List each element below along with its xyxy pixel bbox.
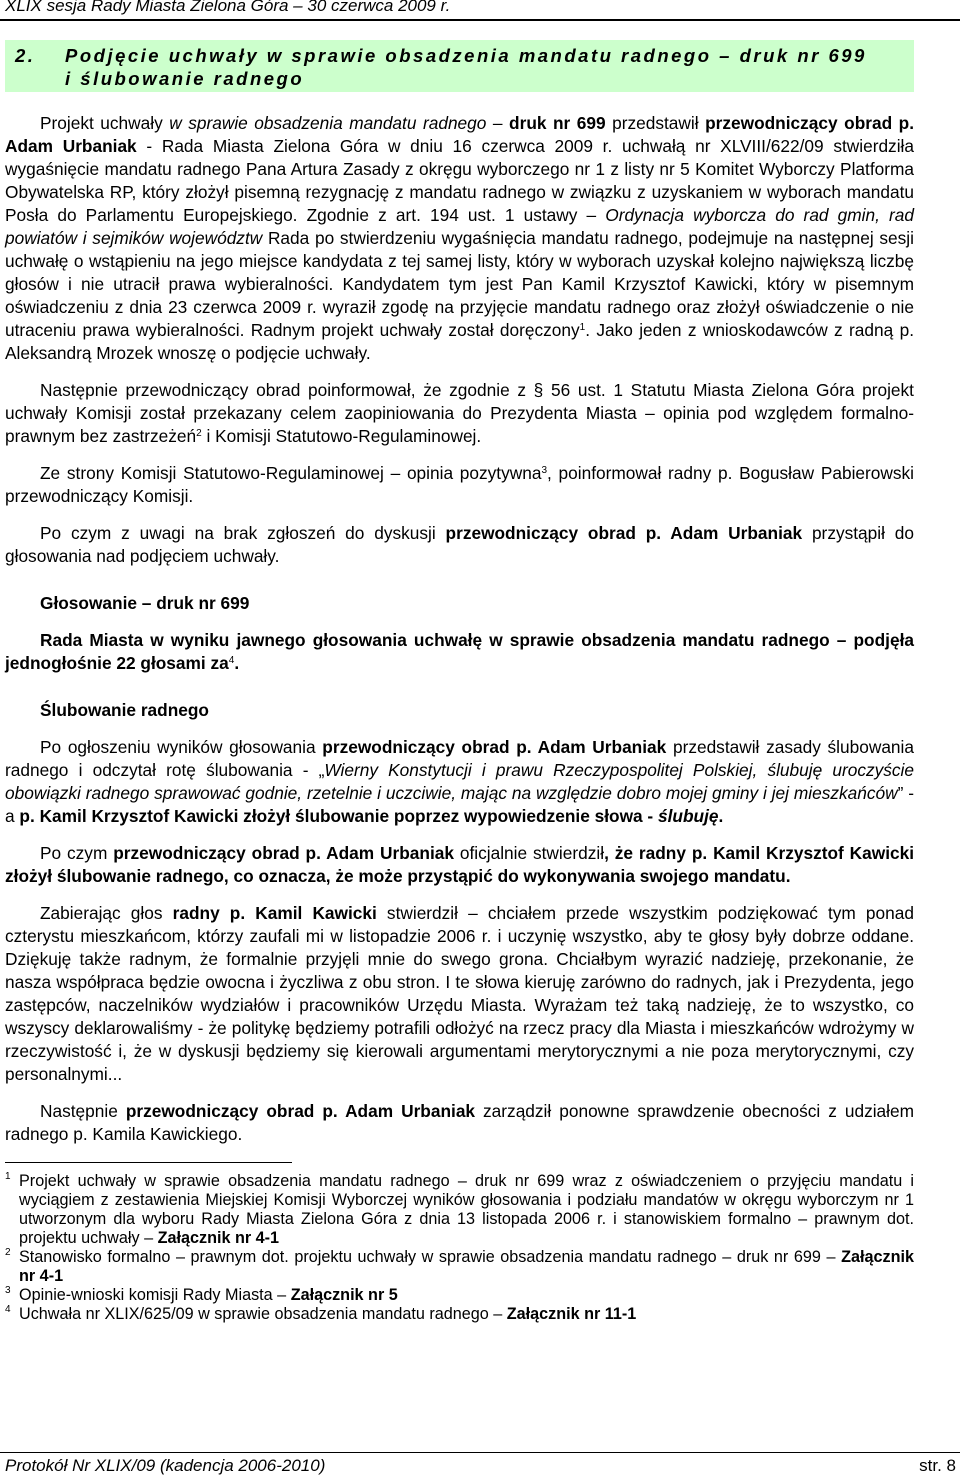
paragraph-councillor-speech: Zabierając głos radny p. Kamil Kawicki stwierdził – chciałem przede wszystkim podziękować tym ponad czterystu mieszkańcom, którzy zaufali mi w listopadzie 2006 r. i uczynię wszystko, aby te głosy były dobrze oddane. Dziękuję także radnym, że formalnie przyjęli mnie do swego grona. Chciałbym wyrazić nadzieję, przekonanie, że nasza współpraca będzie owocna i życzliwa z obu stron. I te słowa kieruję zarówno do radnych, jak i Prezydenta, jego zastępców, naczelników wydziałów i pracowników Urzędu Miasta. Wyrażam też taką nadzieję, że to wszystko, co wszyscy deklarowaliśmy - że politykę będziemy potrafili odłożyć na rzecz pracy dla Miasta i mieszkańców wdrożymy w rzeczywistość i, że w dyskusji będziemy się kierowali argumentami merytorycznymi a nie poza merytorycznymi, czy personalnymi... <box>5 903 914 1084</box>
footer-divider <box>0 1452 960 1453</box>
paragraph-attendance: Następnie przewodniczący obrad p. Adam Urbaniak zarządził ponowne sprawdzenie obecności z udziałem radnego p. Kamila Kawickiego. <box>5 1101 915 1144</box>
footnote-ref-3: 3 <box>541 465 548 476</box>
section-heading <box>5 40 914 92</box>
header-divider <box>0 19 960 21</box>
section-title-line2: i ślubowanie radnego <box>65 68 305 89</box>
section-title-line1: Podjęcie uchwały w sprawie obsadzenia mandatu radnego – druk nr 699 <box>65 45 867 66</box>
vote-heading: Głosowanie – druk nr 699 <box>40 593 250 613</box>
document-body <box>5 112 914 1324</box>
footnote-2: 2 Stanowisko formalno – prawnym dot. projektu uchwały w sprawie obsadzenia mandatu radnego – druk nr 699 – Załącznik nr 4-1 <box>5 1247 914 1285</box>
footnote-ref-1: 1 <box>579 322 586 333</box>
footnote-4: 4 Uchwała nr XLIX/625/09 w sprawie obsadzenia mandatu radnego – Załącznik nr 11-1 <box>5 1304 637 1323</box>
footer-protocol: Protokół Nr XLIX/09 (kadencja 2006-2010) <box>5 1456 326 1475</box>
paragraph-project: Projekt uchwały w sprawie obsadzenia mandatu radnego – druk nr 699 przedstawił przewodniczący obrad p. Adam Urbaniak - Rada Miasta Zielona Góra w dniu 16 czerwca 2009 r. uchwałą nr XLVIII/622/09 stwierdziła wygaśnięcie mandatu radnego Pana Artura Zasady z okręgu wyborczego nr 1 z listy nr 5 Komitet Wyborczy Platforma Obywatelska RP, który złożył pisemną rezygnację z mandatu radnego w związku z uzyskaniem w wyborach mandatu Posła do Parlamentu Europejskiego. Zgodnie z art. 194 ust. 1 ustawy – Ordynacja wyborcza do rad gmin, rad powiatów i sejmików województw Rada po stwierdzeniu wygaśnięcia mandatu radnego, podejmuje na następnej sesji uchwałę o wstąpieniu na jego miejsce kandydata z tej samej listy, który w wyborach uzyskał kolejno największą liczbę głosów i nie utracił prawa wybieralności. Kandydatem tym jest Pan Kamil Krzysztof Kawicki, który w pisemnym oświadczeniu z dnia 23 czerwca 2009 r. wyraził zgodę na przyjęcie mandatu radnego oraz złożył oświadczenie o nie utraceniu prawa wybieralności. Radnym projekt uchwały został doręczony$^1$. Jako jeden z wnioskodawców z radną p. Aleksandrą Mrozek wnoszę o podjęcie uchwały. <box>5 113 915 363</box>
section-number: 2. <box>15 45 36 66</box>
page-header <box>0 0 960 20</box>
footnote-1: 1 Projekt uchwały w sprawie obsadzenia mandatu radnego – druk nr 699 wraz z oświadczeniem o przyjęciu mandatu i wyciągiem z zestawienia Miejskiej Komisji Wyborczej wyników głosowania i podziału mandatów w okręgu wyborczym nr 1 utworzonym dla wyboru Rady Miasta Zielona Góra z dnia 13 listopada 2006 r. i stanowiskiem formalno – prawnym dot. projektu uchwały – Załącznik nr 4-1 <box>5 1171 914 1247</box>
footnote-ref-4: 4 <box>228 655 235 666</box>
paragraph-oath: Po ogłoszeniu wyników głosowania przewodniczący obrad p. Adam Urbaniak przedstawił zasady ślubowania radnego i odczytał rotę ślubowania - „Wierny Konstytucji i prawu Rzeczypospolitej Polskiej, ślubuję uroczyście obowiązki radnego sprawować godnie, rzetelnie i uczciwie, mając na względzie dobro mojej gminy i jej mieszkańców” - a p. Kamil Krzysztof Kawicki złożył ślubowanie poprzez wypowiedzenie słowa - ślubuję. <box>5 737 915 826</box>
footnote-ref-2: 2 <box>196 428 202 439</box>
footnote-3: 3 Opinie-wnioski komisji Rady Miasta – Załącznik nr 5 <box>5 1285 398 1304</box>
footnote-divider <box>5 1162 292 1163</box>
paragraph-discussion: Po czym z uwagi na brak zgłoszeń do dyskusji przewodniczący obrad p. Adam Urbaniak przystąpił do głosowania nad podjęciem uchwały. <box>5 523 914 566</box>
paragraph-statute: Następnie przewodniczący obrad poinformował, że zgodnie z § 56 ust. 1 Statutu Miasta Zielona Góra projekt uchwały Komisji został przekazany celem zaopiniowania do Prezydenta Miasta – opinia pod względem formalno-prawnym bez zastrzeżeń$^2$ i Komisji Statutowo-Regulaminowej. <box>5 380 914 446</box>
vote-result: Rada Miasta w wyniku jawnego głosowania uchwałę w sprawie obsadzenia mandatu radnego – podjęła jednogłośnie 22 głosami $za^4$. <box>5 630 914 673</box>
oath-heading: Ślubowanie radnego <box>40 700 209 720</box>
header-text: XLIX sesja Rady Miasta Zielona Góra – 30 czerwca 2009 r. <box>5 0 451 15</box>
paragraph-oath-confirmation: Po czym przewodniczący obrad p. Adam Urbaniak oficjalnie stwierdził, że radny p. Kamil Krzysztof Kawicki złożył ślubowanie radnego, co oznacza, że może przystąpić do wykonywania swojego mandatu. <box>5 843 915 886</box>
paragraph-commission-opinion: Ze strony Komisji Statutowo-Regulaminowej – opinia pozytywna$^3$, poinformował radny p. Bogusław Pabierowski przewodniczący Komisji. <box>5 463 914 506</box>
page-number: str. 8 <box>919 1456 956 1475</box>
